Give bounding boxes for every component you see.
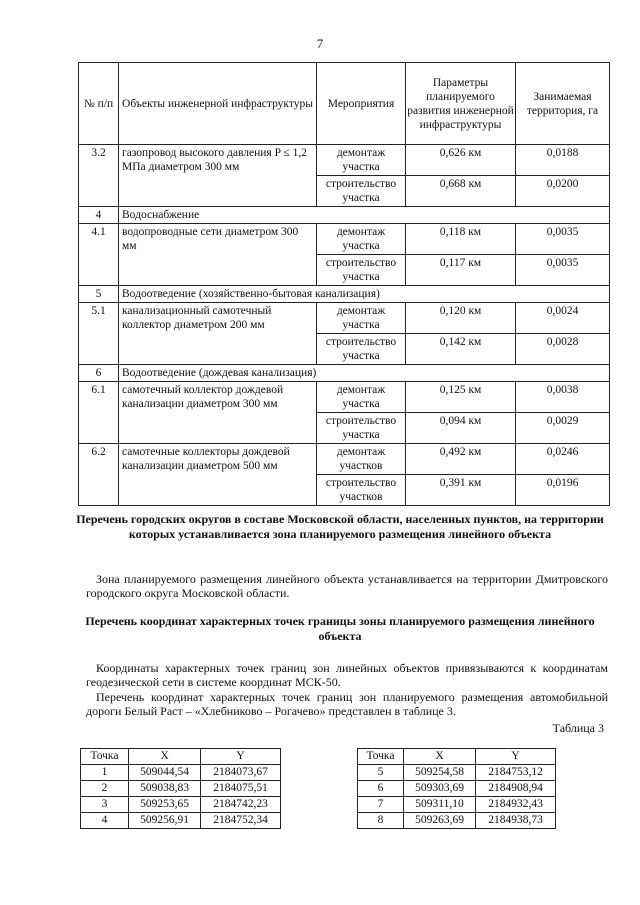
- cell-x: 509044,54: [129, 765, 201, 781]
- row-measure: демонтаж участков: [317, 444, 406, 475]
- row-param: 0,117 км: [406, 255, 516, 286]
- cell-y: 2184742,23: [201, 797, 281, 813]
- table-row: [358, 797, 556, 813]
- cell-point: 5: [358, 765, 404, 781]
- table-caption: Таблица 3: [552, 721, 604, 735]
- row-area: 0,0028: [516, 334, 610, 365]
- section-num: 4: [79, 207, 119, 224]
- row-area: 0,0038: [516, 382, 610, 413]
- section-row: [79, 365, 610, 382]
- cell-point: 1: [81, 765, 129, 781]
- row-measure: строительство участка: [317, 255, 406, 286]
- row-param: 0,142 км: [406, 334, 516, 365]
- row-object: водопроводные сети диаметром 300 мм: [119, 224, 317, 286]
- row-area: 0,0035: [516, 255, 610, 286]
- cell-x: 509254,58: [404, 765, 476, 781]
- header-x: X: [404, 749, 476, 765]
- table-header-row: [81, 749, 281, 765]
- row-measure: демонтаж участка: [317, 303, 406, 334]
- row-object: самотечные коллекторы дождевой канализации диаметром 500 мм: [119, 444, 317, 506]
- header-measures: Мероприятия: [317, 63, 406, 145]
- section-title: Водоснабжение: [119, 207, 610, 224]
- table-row: [79, 145, 610, 176]
- row-area: 0,0246: [516, 444, 610, 475]
- table-row: [79, 382, 610, 413]
- section-row: [79, 207, 610, 224]
- row-object: самотечный коллектор дождевой канализации диаметром 300 мм: [119, 382, 317, 444]
- table-row: [79, 444, 610, 475]
- header-num: № п/п: [79, 63, 119, 145]
- row-measure: строительство участка: [317, 176, 406, 207]
- cell-point: 6: [358, 781, 404, 797]
- cell-point: 7: [358, 797, 404, 813]
- row-measure: строительство участка: [317, 334, 406, 365]
- table-row: [81, 781, 281, 797]
- paragraph-zone: Зона планируемого размещения линейного объекта устанавливается на территории Дмитровского городского округа Московской области.: [86, 572, 608, 600]
- section-num: 6: [79, 365, 119, 382]
- row-area: 0,0200: [516, 176, 610, 207]
- cell-point: 8: [358, 813, 404, 829]
- cell-y: 2184752,34: [201, 813, 281, 829]
- header-params: Параметры планируемого развития инженерной инфраструктуры: [406, 63, 516, 145]
- coordinates-table-right: [357, 748, 556, 829]
- row-param: 0,118 км: [406, 224, 516, 255]
- paragraph-coordinates: Координаты характерных точек границ зон линейных объектов привязываются к координатам геодезической сети в системе координат МСК-50.: [86, 661, 608, 689]
- table-row: [81, 813, 281, 829]
- header-area: Занимаемая территория, га: [516, 63, 610, 145]
- section-title: Водоотведение (хозяйственно-бытовая канализация): [119, 286, 610, 303]
- row-param: 0,391 км: [406, 475, 516, 506]
- row-num: 3.2: [79, 145, 119, 207]
- heading-coordinates: Перечень координат характерных точек границы зоны планируемого размещения линейного объекта: [85, 614, 595, 643]
- cell-y: 2184932,43: [476, 797, 556, 813]
- row-area: 0,0024: [516, 303, 610, 334]
- cell-x: 509303,69: [404, 781, 476, 797]
- cell-y: 2184938,73: [476, 813, 556, 829]
- row-area: 0,0196: [516, 475, 610, 506]
- row-param: 0,120 км: [406, 303, 516, 334]
- table-row: [79, 224, 610, 255]
- table-row: [358, 781, 556, 797]
- row-param: 0,626 км: [406, 145, 516, 176]
- section-row: [79, 286, 610, 303]
- table-row: [358, 813, 556, 829]
- row-param: 0,492 км: [406, 444, 516, 475]
- row-param: 0,094 км: [406, 413, 516, 444]
- page-number: 7: [316, 36, 324, 51]
- table-row: [358, 765, 556, 781]
- row-num: 6.2: [79, 444, 119, 506]
- cell-point: 2: [81, 781, 129, 797]
- table-header-row: [358, 749, 556, 765]
- row-num: 6.1: [79, 382, 119, 444]
- row-object: канализационный самотечный коллектор диаметром 200 мм: [119, 303, 317, 365]
- heading-municipalities: Перечень городских округов в составе Московской области, населенных пунктов, на территории которых устанавливается зона планируемого размещения линейного объекта: [76, 512, 604, 541]
- cell-y: 2184075,51: [201, 781, 281, 797]
- infrastructure-table: [78, 62, 610, 506]
- row-measure: демонтаж участка: [317, 224, 406, 255]
- cell-x: 509256,91: [129, 813, 201, 829]
- coordinates-table-left: [80, 748, 281, 829]
- table-header-row: [79, 63, 610, 145]
- row-area: 0,0035: [516, 224, 610, 255]
- header-point: Точка: [358, 749, 404, 765]
- header-point: Точка: [81, 749, 129, 765]
- header-x: X: [129, 749, 201, 765]
- row-measure: демонтаж участка: [317, 145, 406, 176]
- section-title: Водоотведение (дождевая канализация): [119, 365, 610, 382]
- paragraph-table-ref: Перечень координат характерных точек границ зон планируемого размещения автомобильной дороги Белый Раст – «Хлебниково – Рогачево» представлен в таблице 3.: [86, 690, 608, 718]
- cell-x: 509263,69: [404, 813, 476, 829]
- cell-x: 509253,65: [129, 797, 201, 813]
- header-objects: Объекты инженерной инфраструктуры: [119, 63, 317, 145]
- cell-y: 2184073,67: [201, 765, 281, 781]
- row-area: 0,0188: [516, 145, 610, 176]
- table-row: [79, 303, 610, 334]
- table-row: [81, 765, 281, 781]
- cell-x: 509311,10: [404, 797, 476, 813]
- cell-y: 2184753,12: [476, 765, 556, 781]
- row-measure: демонтаж участка: [317, 382, 406, 413]
- row-measure: строительство участков: [317, 475, 406, 506]
- row-num: 4.1: [79, 224, 119, 286]
- cell-point: 4: [81, 813, 129, 829]
- row-measure: строительство участка: [317, 413, 406, 444]
- row-param: 0,668 км: [406, 176, 516, 207]
- cell-x: 509038,83: [129, 781, 201, 797]
- section-num: 5: [79, 286, 119, 303]
- row-object: газопровод высокого давления P ≤ 1,2 МПа диаметром 300 мм: [119, 145, 317, 207]
- row-num: 5.1: [79, 303, 119, 365]
- header-y: Y: [476, 749, 556, 765]
- header-y: Y: [201, 749, 281, 765]
- table-row: [81, 797, 281, 813]
- cell-point: 3: [81, 797, 129, 813]
- cell-y: 2184908,94: [476, 781, 556, 797]
- row-area: 0,0029: [516, 413, 610, 444]
- row-param: 0,125 км: [406, 382, 516, 413]
